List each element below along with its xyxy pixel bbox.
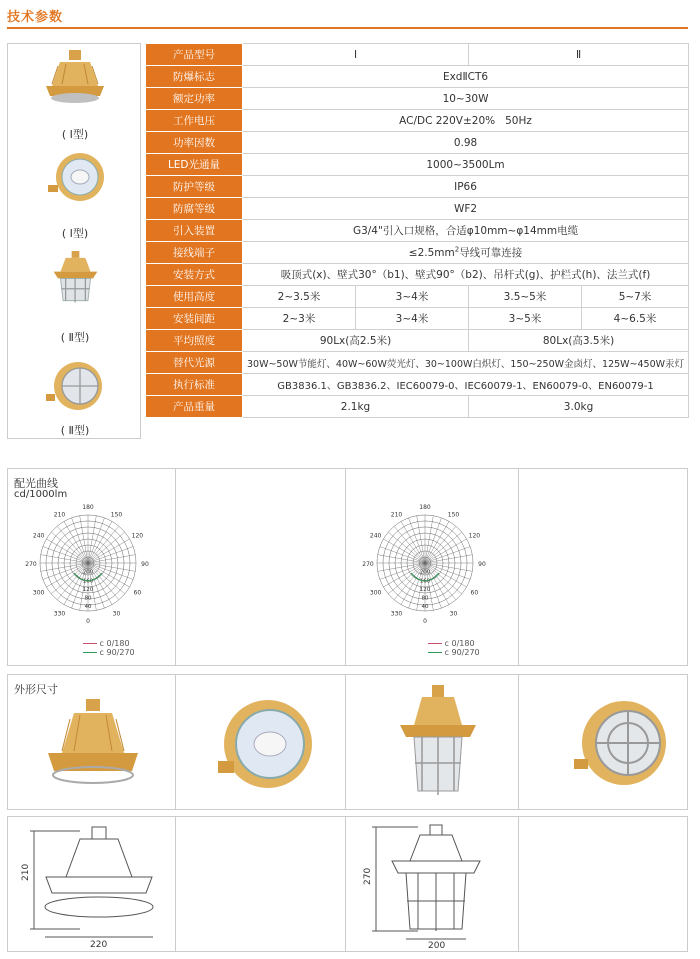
cell-value: 3.0kg bbox=[469, 396, 689, 418]
cell-divider bbox=[175, 675, 176, 809]
lamp-caption: ( Ⅱ型) bbox=[60, 331, 90, 344]
row-label: 防护等级 bbox=[146, 176, 243, 198]
type1-width-label: 220 bbox=[90, 940, 108, 949]
table-row bbox=[146, 154, 689, 176]
cell-value: 0.98 bbox=[243, 132, 689, 154]
legend-label: c 90/270 bbox=[99, 648, 135, 657]
angle-label: 120 bbox=[131, 532, 144, 540]
table-row bbox=[146, 242, 689, 264]
terminal-superscript: 2 bbox=[454, 245, 460, 254]
lamp-type1-front-photo bbox=[38, 695, 148, 805]
table-row bbox=[146, 220, 689, 242]
terminal-value-pre: ≤2.5mm bbox=[408, 247, 455, 259]
radial-label: 80 bbox=[421, 595, 429, 602]
light-curve-title: 配光曲线 bbox=[14, 477, 58, 490]
radial-label: 200 bbox=[82, 569, 94, 576]
cell-value: 3~4米 bbox=[356, 308, 469, 330]
angle-label: 90 bbox=[478, 561, 486, 568]
lamp-type2-front-image bbox=[38, 251, 113, 311]
polar-chart-type2 bbox=[355, 501, 505, 631]
cell-divider bbox=[175, 469, 176, 665]
legend-item bbox=[83, 648, 135, 657]
radial-label: 160 bbox=[82, 578, 94, 585]
angle-label: 30 bbox=[112, 610, 121, 618]
angle-label: 330 bbox=[390, 610, 403, 618]
legend bbox=[428, 639, 480, 657]
angle-label: 240 bbox=[32, 532, 45, 540]
legend bbox=[83, 639, 135, 657]
cell-value: G3/4"引入口规格，合适φ10mm~φ14mm电缆 bbox=[243, 220, 689, 242]
cell-value: 10~30W bbox=[243, 88, 689, 110]
lamp-type2-angle-image bbox=[38, 356, 113, 416]
row-label: 额定功率 bbox=[146, 88, 243, 110]
cell-value: Ⅱ bbox=[469, 44, 689, 66]
row-label: 替代光源 bbox=[146, 352, 243, 374]
legend-label: c 90/270 bbox=[444, 648, 480, 657]
lamp-thumbnail-column bbox=[7, 43, 141, 439]
radial-label: 40 bbox=[84, 604, 92, 611]
row-label: 安装方式 bbox=[146, 264, 243, 286]
cell-value: 80Lx(高3.5米) bbox=[469, 330, 689, 352]
row-label: 防爆标志 bbox=[146, 66, 243, 88]
cell-value: 1000~3500Lm bbox=[243, 154, 689, 176]
table-row bbox=[146, 44, 689, 66]
type1-height-label: 210 bbox=[21, 863, 31, 881]
light-curve-panel bbox=[7, 468, 688, 666]
lamp-type2-front-photo bbox=[388, 683, 488, 808]
table-row bbox=[146, 286, 689, 308]
table-row bbox=[146, 66, 689, 88]
lamp-caption: ( Ⅰ型) bbox=[61, 128, 89, 141]
dimension-photo-panel bbox=[7, 674, 688, 810]
cell-value: 5~7米 bbox=[582, 286, 689, 308]
radial-label: 40 bbox=[421, 604, 429, 611]
spec-table bbox=[145, 43, 689, 418]
table-row bbox=[146, 198, 689, 220]
cell-value: 4~6.5米 bbox=[582, 308, 689, 330]
cell-value bbox=[243, 242, 689, 264]
legend-swatch bbox=[428, 643, 442, 644]
row-label: LED光通量 bbox=[146, 154, 243, 176]
cell-divider bbox=[518, 817, 519, 951]
radial-label: 120 bbox=[419, 586, 431, 593]
legend-swatch bbox=[428, 652, 442, 653]
section-title: 技术参数 bbox=[7, 10, 64, 25]
type1-dimension-drawing bbox=[20, 821, 170, 949]
angle-label: 180 bbox=[419, 504, 431, 511]
legend-item bbox=[428, 639, 480, 648]
cell-value: IP66 bbox=[243, 176, 689, 198]
table-row bbox=[146, 132, 689, 154]
cell-value: 90Lx(高2.5米) bbox=[243, 330, 469, 352]
cell-value: WF2 bbox=[243, 198, 689, 220]
cell-value: AC/DC 220V±20% 50Hz bbox=[243, 110, 689, 132]
legend-label: c 0/180 bbox=[99, 639, 130, 648]
row-label: 安装间距 bbox=[146, 308, 243, 330]
light-curve-unit: cd/1000lm bbox=[14, 489, 68, 500]
row-label: 执行标准 bbox=[146, 374, 243, 396]
radial-label: 160 bbox=[419, 578, 431, 585]
row-label: 工作电压 bbox=[146, 110, 243, 132]
table-row bbox=[146, 352, 689, 374]
type2-width-label: 200 bbox=[428, 941, 446, 949]
angle-label: 300 bbox=[32, 589, 45, 597]
cell-value: 吸顶式(x)、壁式30°（b1)、壁式90°（b2)、吊杆式(g)、护栏式(h)、法兰式(f) bbox=[243, 264, 689, 286]
legend-item bbox=[83, 639, 135, 648]
row-label: 引入装置 bbox=[146, 220, 243, 242]
table-row bbox=[146, 308, 689, 330]
cell-value: GB3836.1、GB3836.2、IEC60079-0、IEC60079-1、EN60079-0、EN60079-1 bbox=[243, 374, 689, 396]
angle-label: 0 bbox=[86, 618, 90, 625]
angle-label: 240 bbox=[369, 532, 382, 540]
row-label: 产品型号 bbox=[146, 44, 243, 66]
legend-swatch bbox=[83, 643, 97, 644]
table-row bbox=[146, 374, 689, 396]
legend-swatch bbox=[83, 652, 97, 653]
cell-value: 2~3米 bbox=[243, 308, 356, 330]
row-label: 使用高度 bbox=[146, 286, 243, 308]
cell-value: 30W~50W节能灯、40W~60W荧光灯、30~100W白炽灯、150~250W金卤灯、125W~450W汞灯 bbox=[243, 352, 689, 374]
dimensions-title: 外形尺寸 bbox=[14, 683, 58, 696]
cell-divider bbox=[345, 675, 346, 809]
table-row bbox=[146, 88, 689, 110]
cell-divider bbox=[345, 817, 346, 951]
angle-label: 270 bbox=[362, 561, 374, 568]
terminal-value-post: 导线可靠连接 bbox=[459, 247, 523, 259]
lamp-type1-front-image bbox=[38, 48, 113, 108]
polar-chart-type1 bbox=[18, 501, 168, 631]
row-label: 平均照度 bbox=[146, 330, 243, 352]
angle-label: 300 bbox=[369, 589, 382, 597]
angle-label: 210 bbox=[53, 511, 66, 519]
angle-label: 210 bbox=[390, 511, 403, 519]
lamp-type1-angle-photo bbox=[208, 689, 318, 804]
radial-label: 200 bbox=[419, 569, 431, 576]
angle-label: 60 bbox=[133, 589, 142, 597]
angle-label: 270 bbox=[25, 561, 37, 568]
angle-label: 90 bbox=[141, 561, 149, 568]
table-row bbox=[146, 110, 689, 132]
cell-value: Ⅰ bbox=[243, 44, 469, 66]
section-divider bbox=[7, 27, 688, 29]
table-row bbox=[146, 330, 689, 352]
cell-divider bbox=[518, 469, 519, 665]
table-row bbox=[146, 264, 689, 286]
angle-label: 150 bbox=[447, 511, 460, 519]
angle-label: 120 bbox=[468, 532, 481, 540]
angle-label: 150 bbox=[110, 511, 123, 519]
type2-height-label: 270 bbox=[363, 867, 373, 885]
angle-label: 180 bbox=[82, 504, 94, 511]
cell-value: 3.5~5米 bbox=[469, 286, 582, 308]
row-label: 接线端子 bbox=[146, 242, 243, 264]
legend-item bbox=[428, 648, 480, 657]
cell-value: 3~5米 bbox=[469, 308, 582, 330]
cell-value: ExdⅡCT6 bbox=[243, 66, 689, 88]
row-label: 功率因数 bbox=[146, 132, 243, 154]
angle-label: 0 bbox=[423, 618, 427, 625]
angle-label: 330 bbox=[53, 610, 66, 618]
lamp-type2-angle-photo bbox=[568, 689, 678, 799]
table-row bbox=[146, 396, 689, 418]
dimension-drawing-panel bbox=[7, 816, 688, 952]
radial-label: 120 bbox=[82, 586, 94, 593]
cell-divider bbox=[518, 675, 519, 809]
cell-divider bbox=[175, 817, 176, 951]
type2-dimension-drawing bbox=[358, 821, 508, 949]
lamp-caption: ( Ⅱ型) bbox=[60, 424, 90, 437]
cell-value: 2~3.5米 bbox=[243, 286, 356, 308]
legend-label: c 0/180 bbox=[444, 639, 475, 648]
cell-value: 3~4米 bbox=[356, 286, 469, 308]
angle-label: 30 bbox=[449, 610, 458, 618]
lamp-type1-angle-image bbox=[38, 149, 113, 209]
row-label: 产品重量 bbox=[146, 396, 243, 418]
row-label: 防腐等级 bbox=[146, 198, 243, 220]
lamp-caption: ( Ⅰ型) bbox=[61, 227, 89, 240]
table-row bbox=[146, 176, 689, 198]
angle-label: 60 bbox=[470, 589, 479, 597]
radial-label: 80 bbox=[84, 595, 92, 602]
cell-divider bbox=[345, 469, 346, 665]
cell-value: 2.1kg bbox=[243, 396, 469, 418]
